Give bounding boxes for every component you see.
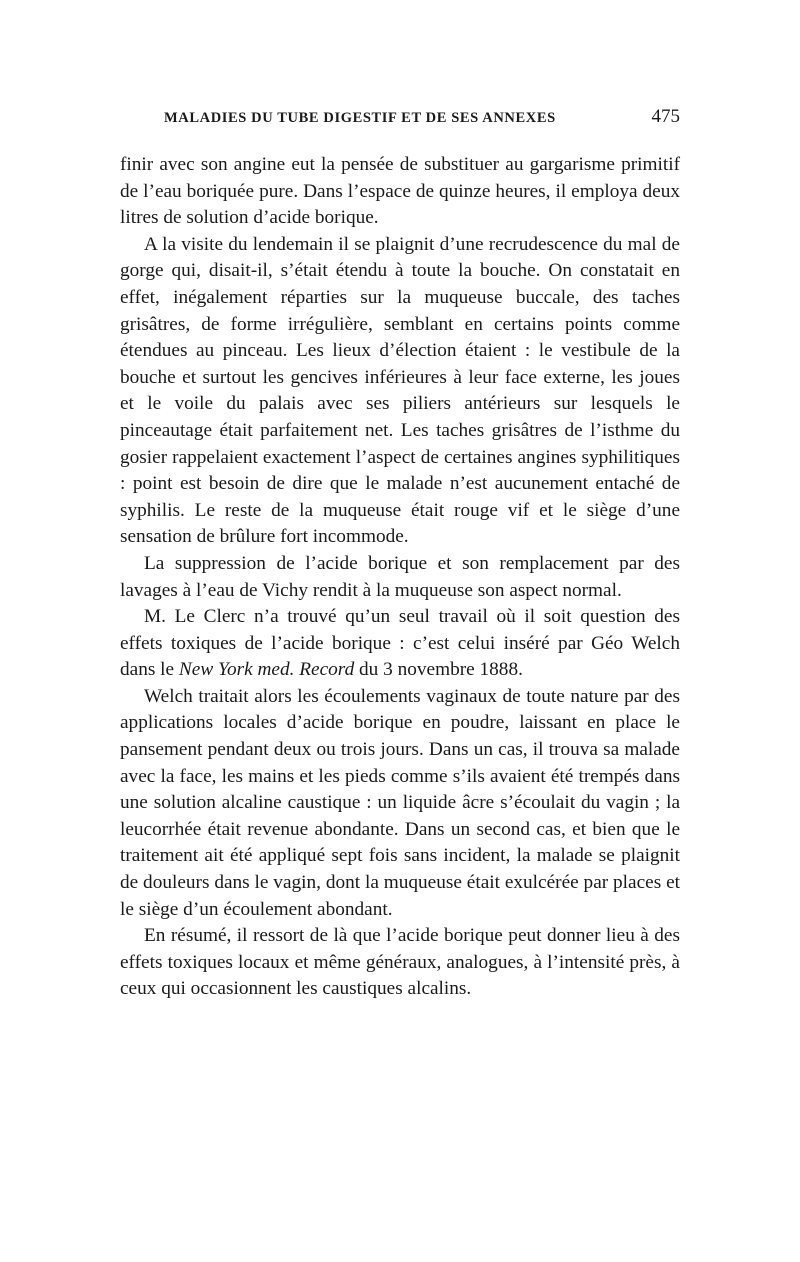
book-page [120,104,680,1003]
paragraph-6: En résumé, il ressort de là que l’acide borique peut donner lieu à des effets toxiques locaux et même généraux, analogues, à l’intensité près, à ceux qui occasionnent les caustiques alcalins. [120,925,680,1000]
paragraph-4-before: M. Le Clerc n’a trouvé qu’un seul travail où il soit question des effets toxiques de l’acide borique : c’est celui inséré par Géo Welch dans le [120,606,680,681]
body-text [120,152,680,1003]
paragraph-3: La suppression de l’acide borique et son remplacement par des lavages à l’eau de Vichy rendit à la muqueuse son aspect normal. [120,552,680,601]
paragraph-1: finir avec son angine eut la pensée de substituer au gargarisme primitif de l’eau boriquée pure. Dans l’espace de quinze heures, il employa deux litres de solution d’acide borique. [120,154,680,229]
paragraph-4-after: du 3 novembre 1888. [354,659,523,681]
paragraph-2: A la visite du lendemain il se plaignit d’une recrudescence du mal de gorge qui, disait-il, s’était étendu à toute la bouche. On constatait en effet, inégalement réparties sur la muqueuse buccale, des taches grisâtres, de forme irrégulière, semblant en certains points comme étendues au pinceau. Les lieux d’élection étaient : le vestibule de la bouche et surtout les gencives inférieures à leur face externe, les joues et le voile du palais avec ses piliers antérieurs sur lesquels le pinceautage était parfaitement net. Les taches grisâtres de l’isthme du gosier rappelaient exactement l’aspect de certaines angines syphilitiques : point est besoin de dire que le malade n’est aucunement entaché de syphilis. Le reste de la muqueuse était rouge vif et le siège d’une sensation de brûlure fort incommode. [120,233,680,548]
page-number: 475 [651,106,680,127]
journal-title: New York med. Record [178,659,355,681]
running-head [120,104,680,132]
running-title: MALADIES DU TUBE DIGESTIF ET DE SES ANNEXES [164,110,556,126]
paragraph-4 [120,604,680,684]
paragraph-5: Welch traitait alors les écoulements vaginaux de toute nature par des applications locales d’acide borique en poudre, laissant en place le pansement pendant deux ou trois jours. Dans un cas, il trouva sa malade avec la face, les mains et les pieds comme s’ils avaient été trempés dans une solution alcaline caustique : un liquide âcre s’écoulait du vagin ; la leucorrhée était revenue abondante. Dans un second cas, et bien que le traitement ait été appliqué sept fois sans incident, la malade se plaignit de douleurs dans le vagin, dont la muqueuse était exulcérée par places et le siège d’un écoulement abondant. [120,685,680,920]
